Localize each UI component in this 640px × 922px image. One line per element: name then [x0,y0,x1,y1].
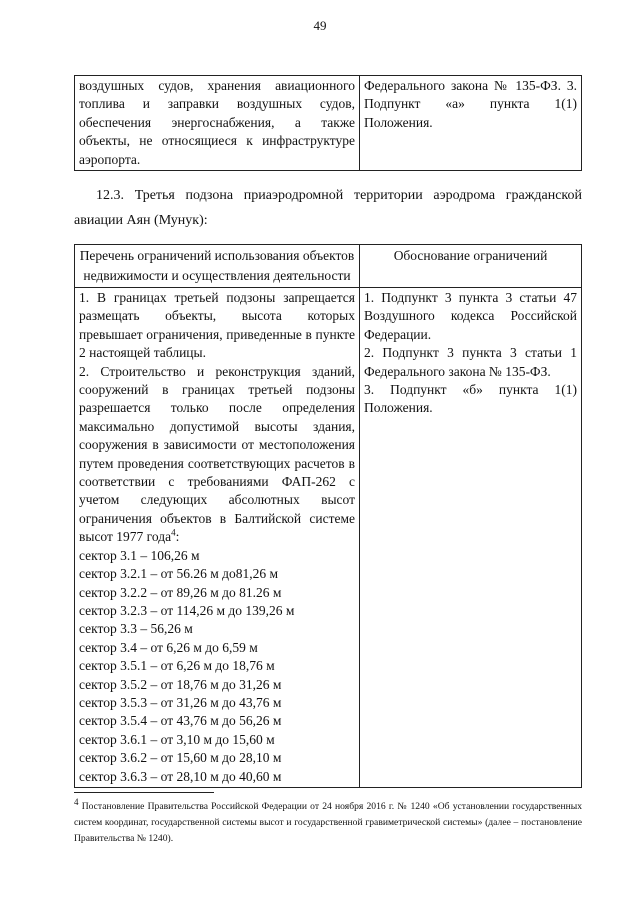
header-restrictions: Перечень ограничений использования объектов недвижимости и осуществления деятельности [75,245,360,288]
justification-cell [360,288,582,788]
restrictions-cell [75,288,360,788]
justification-paragraph-2: 2. Подпункт 3 пункта 3 статьи 1 Федерального закона № 135-ФЗ. [364,345,577,379]
sector-line: сектор 3.6.1 – от 3,10 м до 15,60 м [79,731,275,747]
footnote-divider [74,792,214,793]
section-heading: 12.3. Третья подзона приаэродромной территории аэродрома гражданской авиации Аян (Мунук): [74,188,582,228]
restriction-paragraph-2 [79,363,355,547]
footnote-reference: 4 [171,527,176,538]
sector-line: сектор 3.6.2 – от 15,60 м до 28,10 м [79,750,282,766]
footnote [74,796,582,847]
sector-line: сектор 3.4 – от 6,26 м до 6,59 м [79,639,258,655]
header-justification: Обоснование ограничений [360,245,582,288]
sector-line: сектор 3.2.3 – от 114,26 м до 139,26 м [79,602,295,618]
sector-line: сектор 3.5.3 – от 31,26 м до 43,76 м [79,694,282,710]
sector-line: сектор 3.5.1 – от 6,26 м до 18,76 м [79,658,275,674]
sector-line: сектор 3.6.3 – от 28,10 м до 40,60 м [79,768,282,784]
sector-line: сектор 3.2.1 – от 56.26 м до81,26 м [79,566,279,582]
sector-line: сектор 3.5.4 – от 43,76 м до 56,26 м [79,713,282,729]
table-row [75,76,582,171]
justification-paragraph-1: 1. Подпункт 3 пункта 3 статьи 47 Воздушного кодекса Российской Федерации. [364,290,577,342]
footnote-text: Постановление Правительства Российской Федерации от 24 ноября 2016 г. № 1240 «Об установлении государственных систем координат, государственной системы высот и государственной гравиметрической системы» (далее – постановление Правительства № 1240). [74,801,582,844]
restriction-paragraph-2-text: 2. Строительство и реконструкция зданий, сооружений в границах третьей подзоны разрешается только после определения максимально допустимой высоты здания, сооружения в зависимости от местоположения путем проведения соответствующих расчетов в соответствии с требованиями ФАП-262 с учетом следующих абсолютных высот ограничения объектов в Балтийской системе высот 1977 года [79,363,355,545]
sector-line: сектор 3.5.2 – от 18,76 м до 31,26 м [79,676,282,692]
footnote-mark: 4 [74,796,79,807]
sector-line: сектор 3.1 – 106,26 м [79,547,200,563]
top-table-right-cell: Федерального закона № 135-ФЗ. 3. Подпункт «а» пункта 1(1) Положения. [360,76,582,171]
table-row [75,288,582,788]
sector-line: сектор 3.3 – 56,26 м [79,621,193,637]
restriction-paragraph-1: 1. В границах третьей подзоны запрещается размещать объекты, высота которых превышает ограничения, приведенные в пункте 2 настоящей таблицы. [79,290,355,361]
continued-table [74,75,582,171]
page-number: 49 [313,18,327,33]
colon: : [175,529,180,545]
justification-paragraph-3: 3. Подпункт «б» пункта 1(1) Положения. [364,382,577,416]
sector-line: сектор 3.2.2 – от 89,26 м до 81.26 м [79,584,282,600]
top-table-left-cell: воздушных судов, хранения авиационного топлива и заправки воздушных судов, обеспечения энергоснабжения, а также объекты, не относящиеся к инфраструктуре аэропорта. [75,76,360,171]
table-header-row [75,245,582,288]
restrictions-table [74,244,582,788]
